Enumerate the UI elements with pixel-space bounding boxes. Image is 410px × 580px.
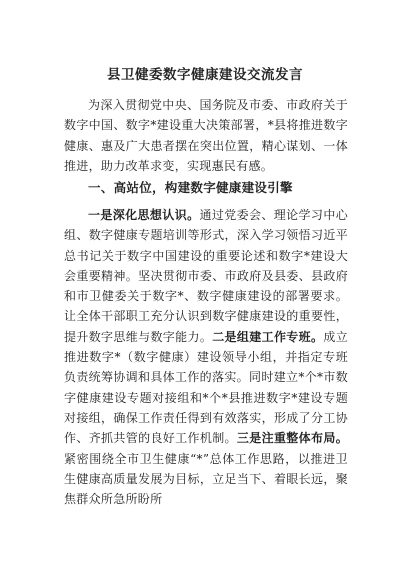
paragraph-text-3: 紧密围绕全市卫生健康“*”总体工作思路，以推进卫生健康高质量发展为目标，立足当下、着眼长远，聚焦群众所急所盼所 [64, 451, 348, 507]
document-title: 县卫健委数字健康建设交流发言 [107, 67, 303, 83]
lead-phrase-1: 一是深化思想认识。 [88, 208, 200, 222]
lead-phrase-3: 三是注重整体布局。 [236, 431, 349, 446]
lead-phrase-2: 二是组建工作专班。 [212, 329, 324, 344]
intro-paragraph: 为深入贯彻党中央、国务院及市委、市政府关于数字中国、数字*建设重大决策部署，*县将推进数字健康、惠及广大患者摆在突出位置，精心谋划、一体推进，助力改革求变，实现惠民有感。 [64, 98, 348, 173]
paragraph-text-2: 成立推进数字*（数字健康）建设领导小组，并指定专班负责统筹协调和具体工作的落实。同时建立*个*市数字健康建设专题对接组和*个*县推进数字*建设专题对接组，确保工作责任得到有效落实，形成了分工协作、齐抓共管的良好工作机制。 [64, 329, 349, 446]
paragraph-text-1: 通过党委会、理论学习中心组、数字健康专题培训等形式，深入学习领悟习近平总书记关于数字中国建设的重要论述和数字*建设大会重要精神。坚决贯彻市委、市政府及县委、县政府和市卫健委关于数字*、数字健康建设的部署要求。让全体干部职工充分认识到数字健康建设的重要性，提升数字思维与数字能力。 [64, 208, 348, 344]
section-heading: 一、高站位，构建数字健康建设引擎 [88, 180, 293, 195]
body-paragraph [64, 205, 348, 509]
